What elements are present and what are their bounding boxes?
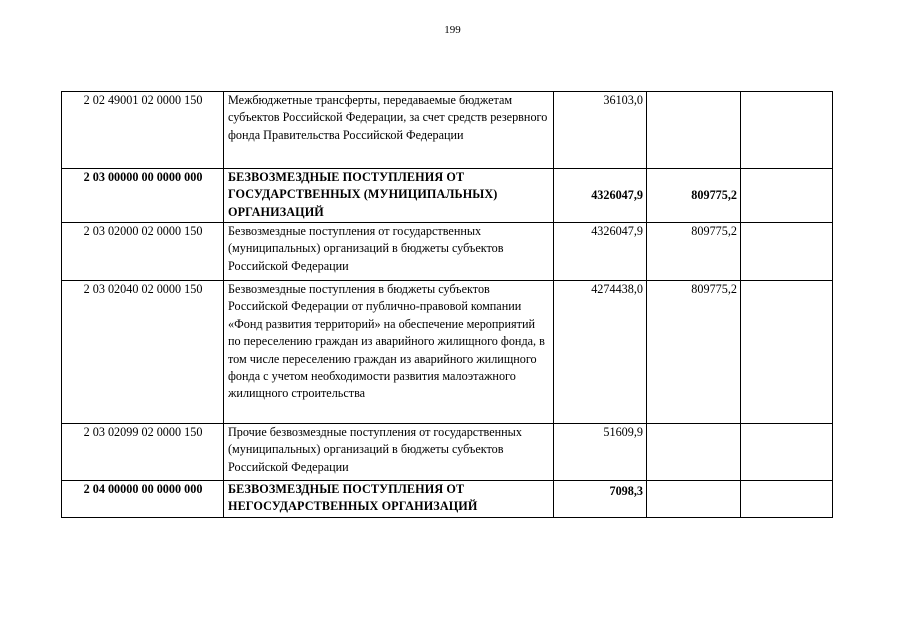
table-row <box>62 424 833 481</box>
item-name: БЕЗВОЗМЕЗДНЫЕ ПОСТУПЛЕНИЯ ОТ НЕГОСУДАРСТВЕННЫХ ОРГАНИЗАЦИЙ <box>224 481 554 518</box>
page-number: 199 <box>444 24 461 36</box>
amount-col-1: 4274438,0 <box>554 281 647 424</box>
item-name: Прочие безвозмездные поступления от государственных (муниципальных) организаций в бюджеты субъектов Российской Федерации <box>224 424 554 481</box>
amount-col-1: 4326047,9 <box>554 223 647 281</box>
amount-col-1: 51609,9 <box>554 424 647 481</box>
amount-col-3 <box>741 223 833 281</box>
table-row <box>62 169 833 223</box>
amount-col-3 <box>741 169 833 223</box>
amount-col-2 <box>647 481 741 518</box>
amount-col-2 <box>647 424 741 481</box>
budget-code: 2 03 02040 02 0000 150 <box>62 281 224 424</box>
budget-code: 2 04 00000 00 0000 000 <box>62 481 224 518</box>
item-name: Безвозмездные поступления от государственных (муниципальных) организаций в бюджеты субъектов Российской Федерации <box>224 223 554 281</box>
table-row <box>62 481 833 518</box>
amount-col-3 <box>741 424 833 481</box>
item-name: Межбюджетные трансферты, передаваемые бюджетам субъектов Российской Федерации, за счет средств резервного фонда Правительства Российской Федерации <box>224 92 554 169</box>
amount-col-2 <box>647 92 741 169</box>
amount-col-2: 809775,2 <box>647 169 741 223</box>
table-row <box>62 281 833 424</box>
amount-col-2: 809775,2 <box>647 281 741 424</box>
item-name: Безвозмездные поступления в бюджеты субъектов Российской Федерации от публично-правовой компании «Фонд развития территорий» на обеспечение мероприятий по переселению граждан из аварийного жилищного фонда, в том числе переселению граждан из аварийного жилищного фонда с учетом необходимости развития малоэтажного жилищного строительства <box>224 281 554 424</box>
amount-col-3 <box>741 281 833 424</box>
amount-col-3 <box>741 92 833 169</box>
amount-col-3 <box>741 481 833 518</box>
amount-col-1: 4326047,9 <box>554 169 647 223</box>
budget-code: 2 03 00000 00 0000 000 <box>62 169 224 223</box>
budget-code: 2 03 02099 02 0000 150 <box>62 424 224 481</box>
amount-col-1: 7098,3 <box>554 481 647 518</box>
table-row <box>62 223 833 281</box>
amount-col-1: 36103,0 <box>554 92 647 169</box>
budget-code: 2 03 02000 02 0000 150 <box>62 223 224 281</box>
amount-col-2: 809775,2 <box>647 223 741 281</box>
table-row <box>62 92 833 169</box>
budget-table <box>61 91 833 518</box>
item-name: БЕЗВОЗМЕЗДНЫЕ ПОСТУПЛЕНИЯ ОТ ГОСУДАРСТВЕННЫХ (МУНИЦИПАЛЬНЫХ) ОРГАНИЗАЦИЙ <box>224 169 554 223</box>
budget-code: 2 02 49001 02 0000 150 <box>62 92 224 169</box>
